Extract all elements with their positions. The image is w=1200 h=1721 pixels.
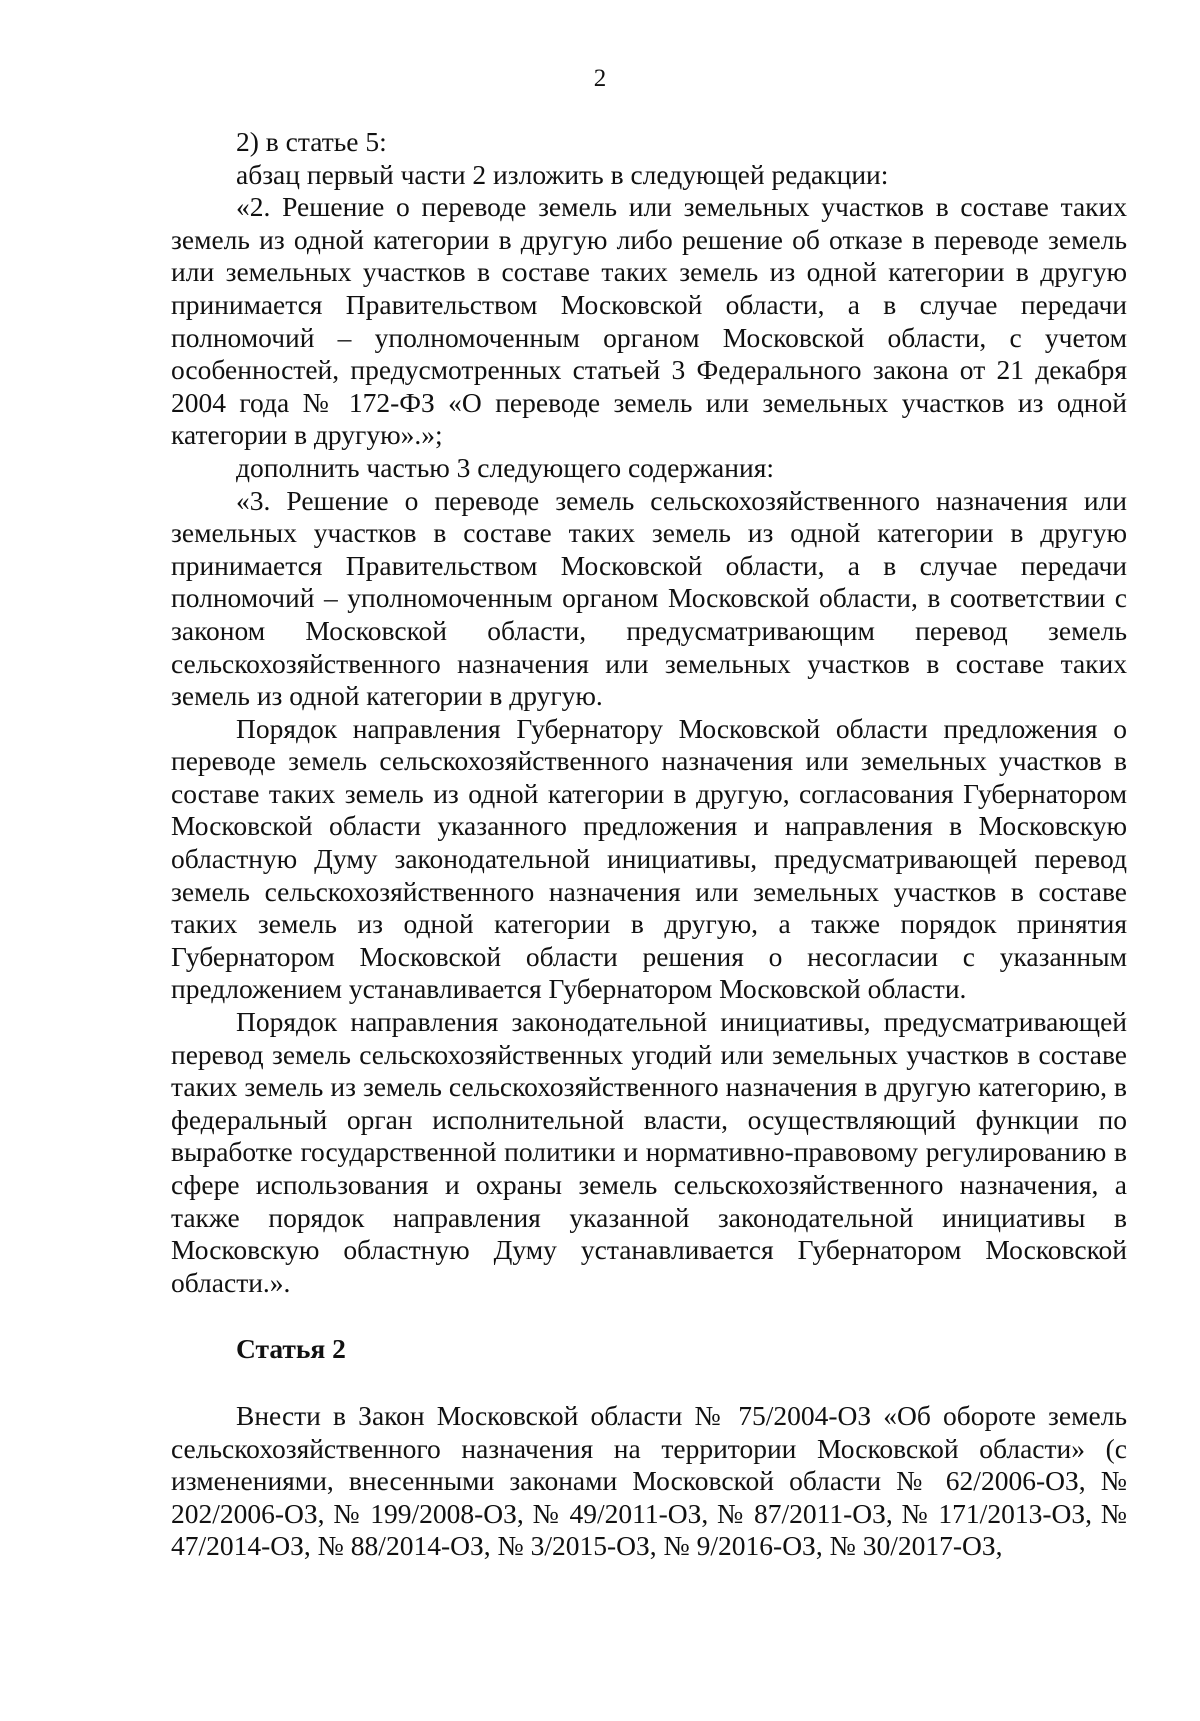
paragraph-quote-part-2: «2. Решение о переводе земель или земельных участков в составе таких земель из одной категории в другую либо решение об отказе в переводе земель или земельных участков в составе таких земель из одной категории в другую принимается Правительством Московской области, а в случае передачи полномочий – уполномоченным органом Московской области, с учетом особенностей, предусмотренных статьей 3 Федерального закона от 21 декабря 2004 года № 172-ФЗ «О переводе земель или земельных участков из одной категории в другую».»; bbox=[171, 191, 1127, 451]
paragraph-item-intro: 2) в статье 5: bbox=[236, 126, 387, 157]
paragraph-article-2-intro: Внести в Закон Московской области № 75/2004-ОЗ «Об обороте земель сельскохозяйственного назначения на территории Московской области» (с изменениями, внесенными законами Московской области № 62/2006-ОЗ, № 202/2006-ОЗ, № 199/2008-ОЗ, № 49/2011-ОЗ, № 87/2011-ОЗ, № 171/2013-ОЗ, № 47/2014-ОЗ, № 88/2014-ОЗ, № 3/2015-ОЗ, № 9/2016-ОЗ, № 30/2017-ОЗ, bbox=[171, 1399, 1127, 1562]
article-heading: Статья 2 bbox=[236, 1333, 346, 1365]
paragraph-quote-part-3: «3. Решение о переводе земель сельскохозяйственного назначения или земельных участков в составе таких земель из одной категории в другую принимается Правительством Московской области, а в случае передачи полномочий – уполномоченным органом Московской области, в соответствии с законом Московской области, предусматривающим перевод земель сельскохозяйственного назначения или земельных участков в составе таких земель из одной категории в другую. bbox=[171, 484, 1127, 712]
page-number: 2 bbox=[593, 65, 607, 92]
document-body bbox=[171, 126, 1127, 1563]
paragraph-procedure-governor: Порядок направления Губернатору Московской области предложения о переводе земель сельскохозяйственного назначения или земельных участков в составе таких земель из одной категории в другую, согласования Губернатором Московской области указанного предложения и направления в Московскую областную Думу законодательной инициативы, предусматривающей перевод земель сельскохозяйственного назначения или земельных участков в составе таких земель из одной категории в другую, а также порядок принятия Губернатором Московской области решения о несогласии с указанным предложением устанавливается Губернатором Московской области. bbox=[171, 712, 1127, 1005]
paragraph-instruction: абзац первый части 2 изложить в следующей редакции: bbox=[236, 158, 889, 190]
paragraph-procedure-initiative: Порядок направления законодательной инициативы, предусматривающей перевод земель сельскохозяйственных угодий или земельных участков в составе таких земель из земель сельскохозяйственного назначения в другую категорию, в федеральный орган исполнительной власти, осуществляющий функции по выработке государственной политики и нормативно-правовому регулированию в сфере использования и охраны земель сельскохозяйственного назначения, а также порядок направления указанной законодательной инициативы в Московскую областную Думу устанавливается Губернатором Московской области.». bbox=[171, 1006, 1127, 1298]
paragraph-instruction-add-part-3: дополнить частью 3 следующего содержания: bbox=[236, 451, 774, 483]
